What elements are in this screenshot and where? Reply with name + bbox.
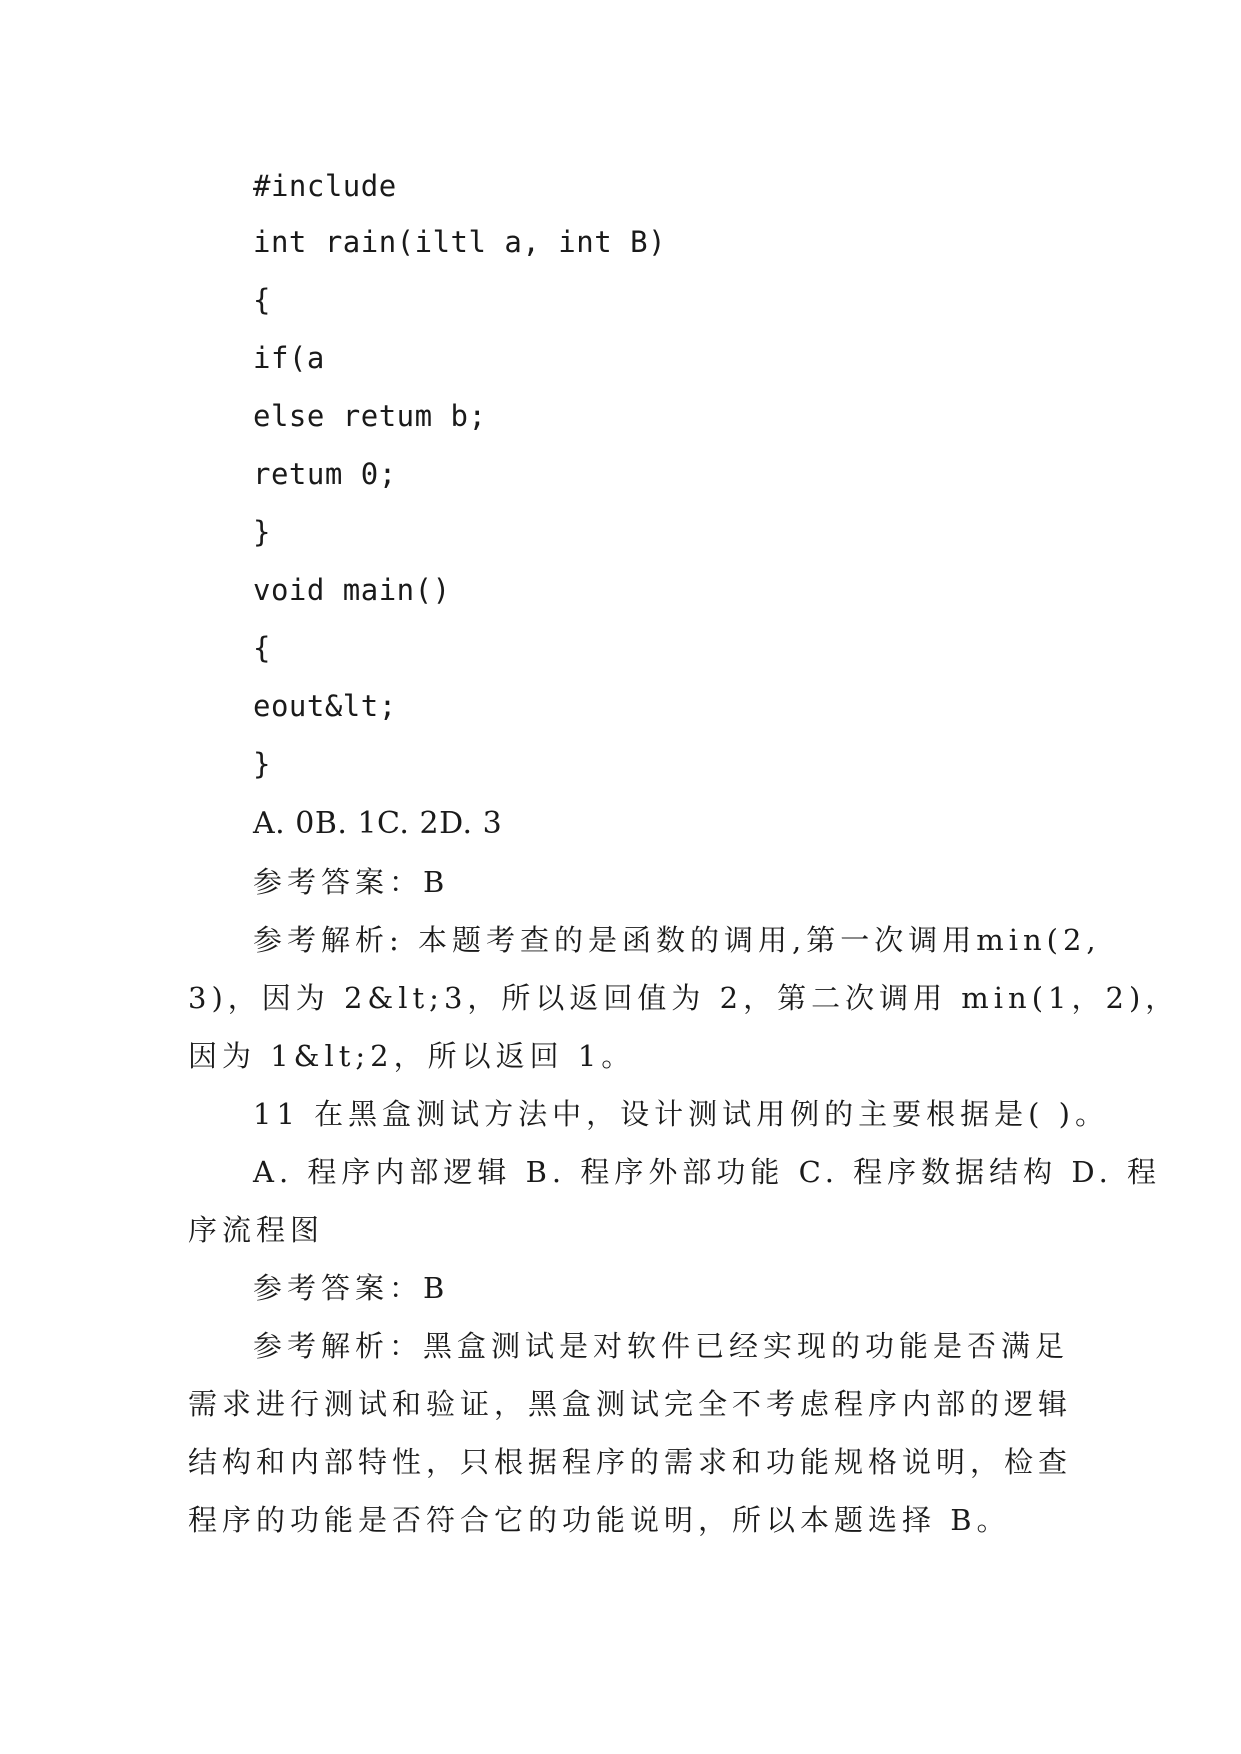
code-line: } bbox=[253, 747, 271, 781]
q11-question: 11 在黑盒测试方法中，设计测试用例的主要根据是( )。 bbox=[253, 1097, 1109, 1131]
q11-analysis-line: 需求进行测试和验证，黑盒测试完全不考虑程序内部的逻辑 bbox=[188, 1387, 1073, 1421]
code-line: #include bbox=[253, 169, 397, 203]
code-line: retum 0; bbox=[253, 457, 397, 491]
code-line: { bbox=[253, 631, 271, 665]
code-line: else retum b; bbox=[253, 399, 487, 433]
q11-answer: 参考答案：B bbox=[253, 1271, 450, 1305]
q11-options-line: A. 程序内部逻辑 B. 程序外部功能 C. 程序数据结构 D. 程 bbox=[253, 1155, 1162, 1189]
q10-analysis-line: 参考解析: 本题考查的是函数的调用,第一次调用min(2, bbox=[253, 923, 1101, 957]
q10-answer: 参考答案：B bbox=[253, 865, 450, 899]
q11-options-line: 序流程图 bbox=[188, 1213, 325, 1247]
code-line: void main() bbox=[253, 573, 451, 607]
q10-options: A. 0B. 1C. 2D. 3 bbox=[253, 806, 503, 841]
code-line: } bbox=[253, 515, 271, 549]
q11-analysis-line: 结构和内部特性，只根据程序的需求和功能规格说明，检查 bbox=[188, 1445, 1073, 1479]
q11-analysis-line: 程序的功能是否符合它的功能说明，所以本题选择 B。 bbox=[188, 1503, 1011, 1537]
code-line: { bbox=[253, 283, 271, 317]
q10-analysis-line: 3)，因为 2&lt;3，所以返回值为 2，第二次调用 min(1，2)， bbox=[188, 981, 1180, 1015]
q11-analysis-line: 参考解析：黑盒测试是对软件已经实现的功能是否满足 bbox=[253, 1329, 1070, 1363]
code-line: if(a bbox=[253, 341, 325, 375]
code-line: eout&lt; bbox=[253, 689, 397, 723]
code-line: int rain(iltl a, int B) bbox=[253, 225, 667, 259]
q10-analysis-line: 因为 1&lt;2，所以返回 1。 bbox=[188, 1039, 636, 1073]
